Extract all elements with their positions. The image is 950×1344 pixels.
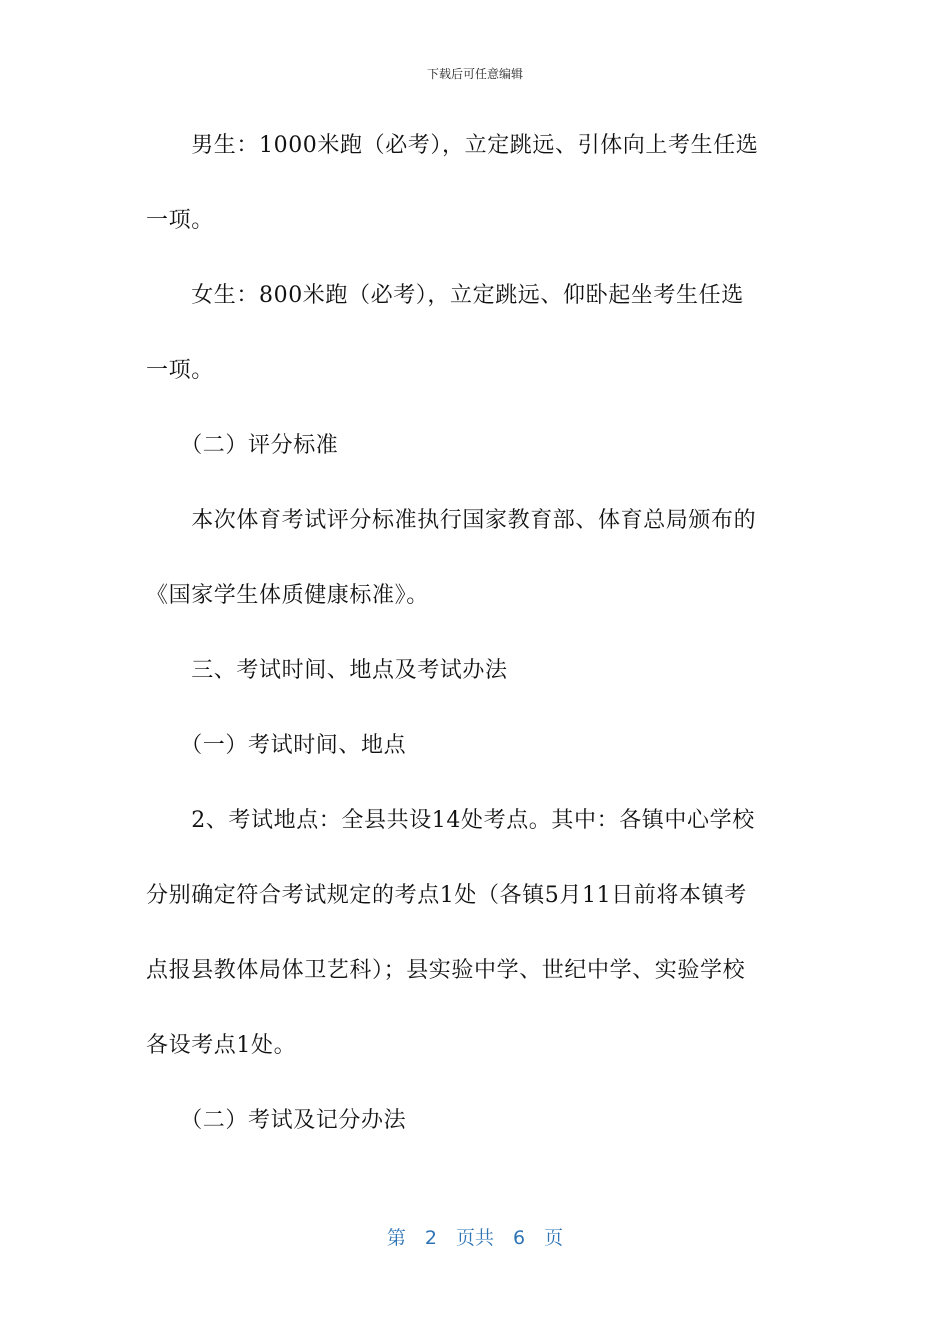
paragraph-line-3: 女生：800米跑（必考），立定跳远、仰卧起坐考生任选 xyxy=(146,283,744,308)
paragraph-line-4: 一项。 xyxy=(146,358,214,383)
paragraph-line-6: 本次体育考试评分标准执行国家教育部、体育总局颁布的 xyxy=(146,508,757,533)
page-header: 下载后可任意编辑 xyxy=(426,67,523,81)
section-heading-scoring: （二）评分标准 xyxy=(146,433,339,458)
subsection-heading-scoring-method: （二）考试及记分办法 xyxy=(146,1108,407,1133)
paragraph-line-13: 各设考点1处。 xyxy=(146,1033,297,1058)
page-number-footer: 第 2 页共 6 页 xyxy=(386,1227,564,1249)
paragraph-line-10: 2、考试地点：全县共设14处考点。其中：各镇中心学校 xyxy=(146,808,755,833)
paragraph-line-2: 一项。 xyxy=(146,208,214,233)
paragraph-line-1: 男生：1000米跑（必考），立定跳远、引体向上考生任选 xyxy=(146,133,759,158)
paragraph-line-7: 《国家学生体质健康标准》。 xyxy=(146,583,429,608)
subsection-heading-time-place: （一）考试时间、地点 xyxy=(146,733,407,758)
paragraph-line-11: 分别确定符合考试规定的考点1处（各镇5月11日前将本镇考 xyxy=(146,883,747,908)
paragraph-line-12: 点报县教体局体卫艺科）；县实验中学、世纪中学、实验学校 xyxy=(146,958,746,983)
section-heading-exam-time-place: 三、考试时间、地点及考试办法 xyxy=(146,658,508,683)
